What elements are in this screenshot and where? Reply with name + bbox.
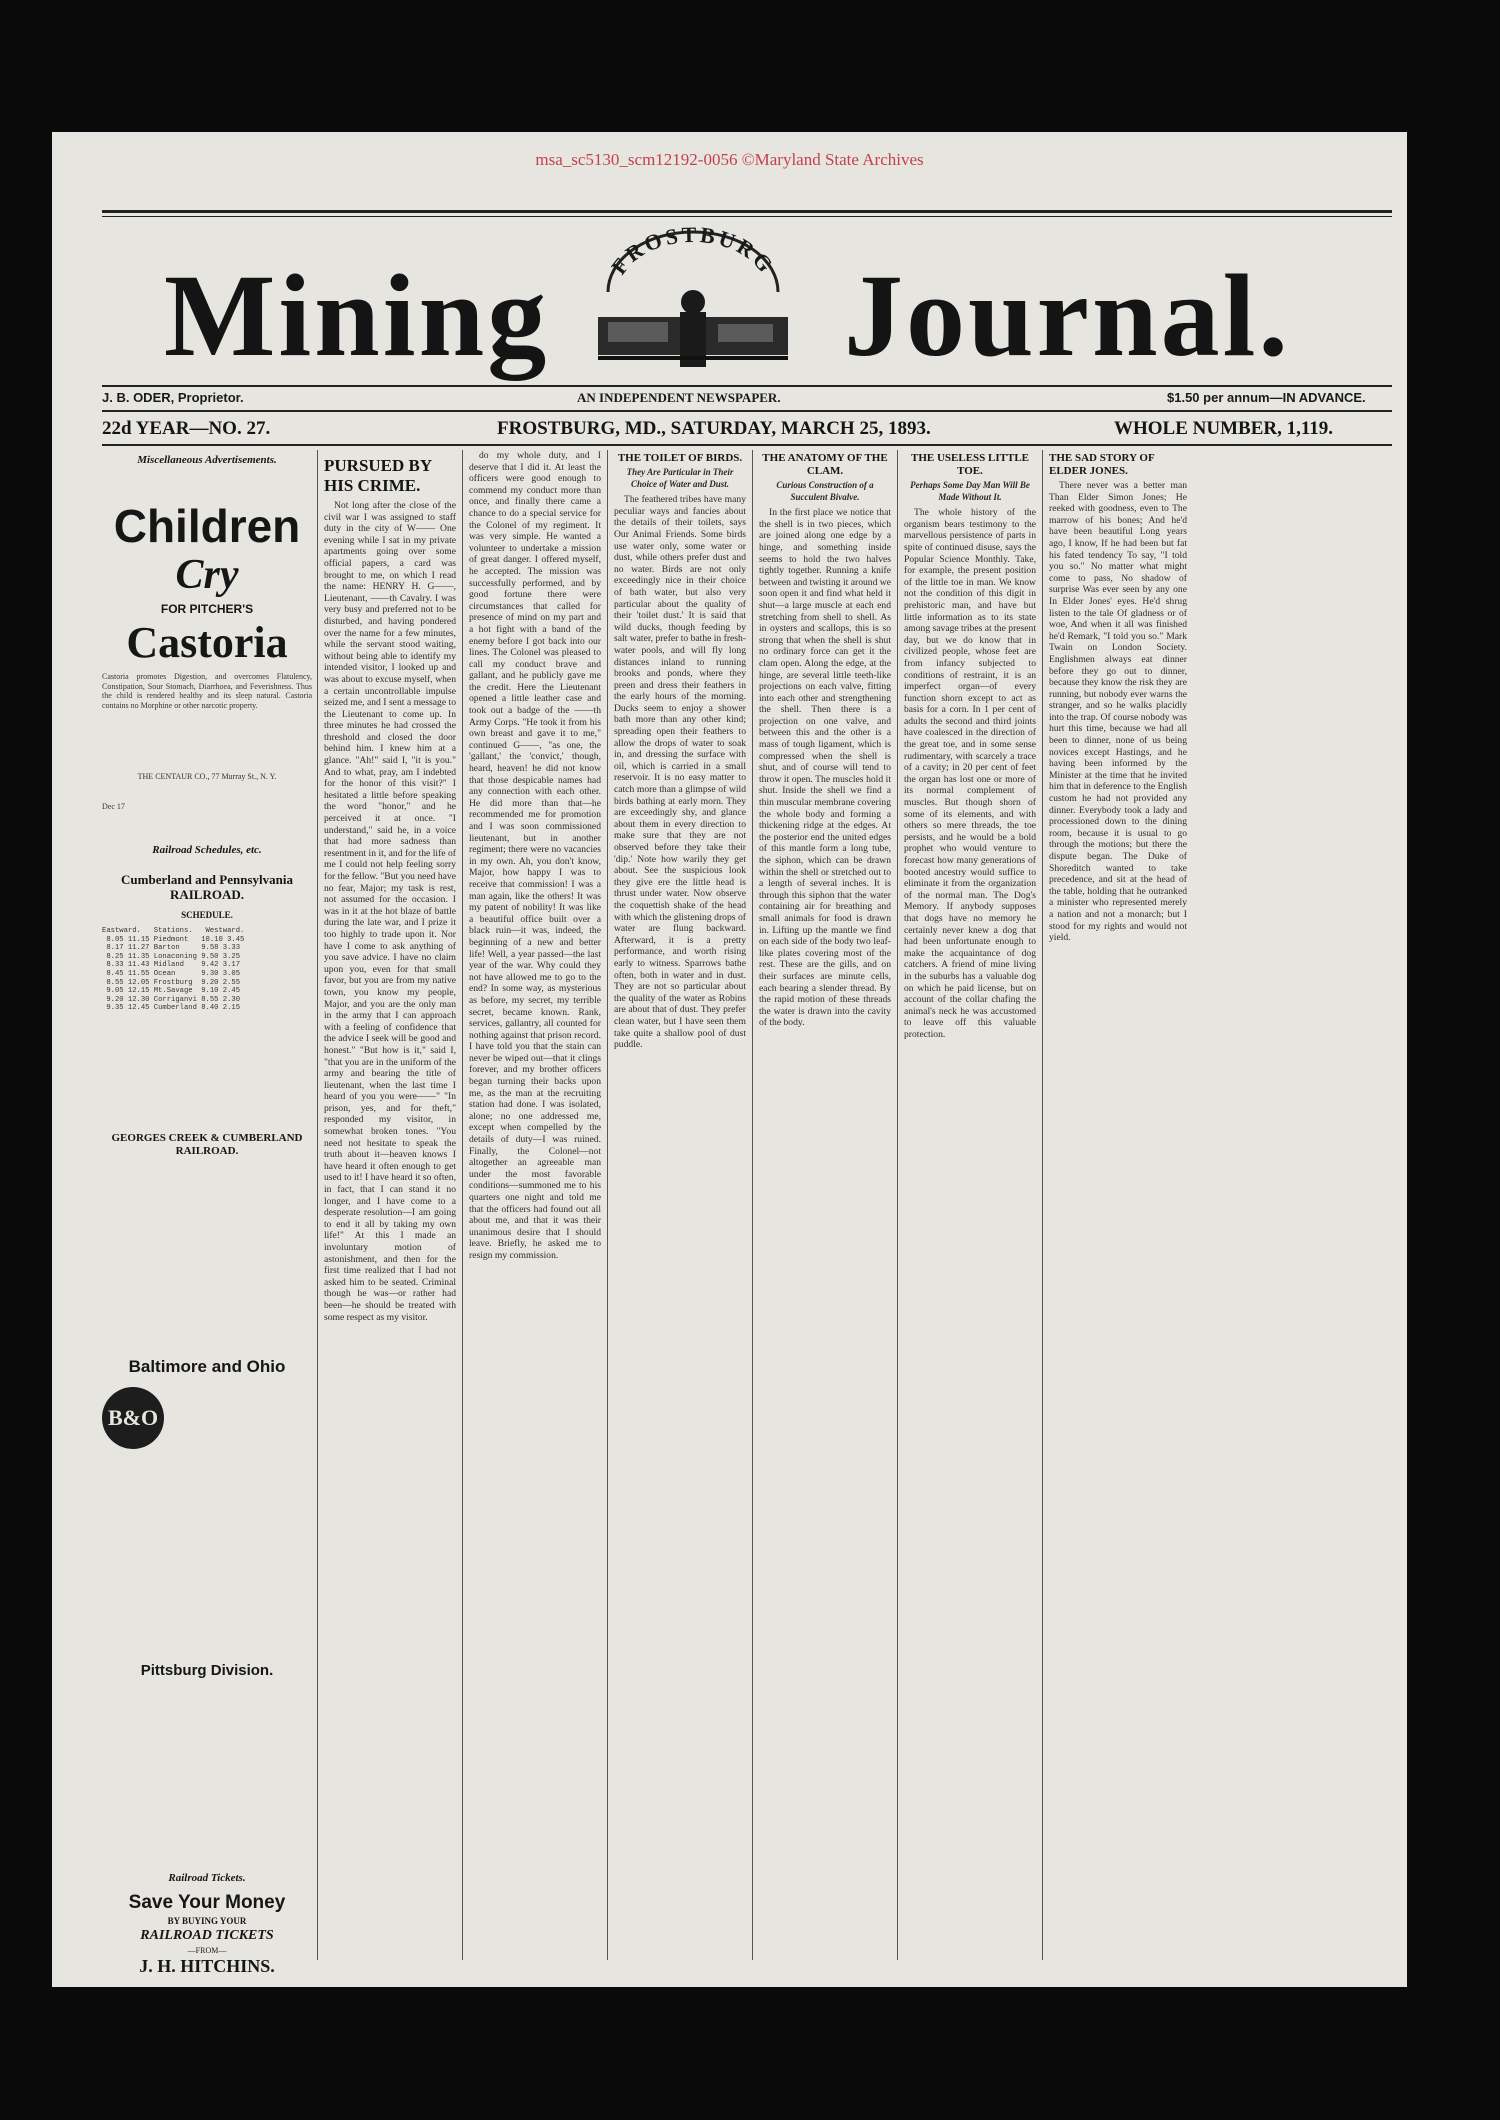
article-body: There never was a better man Than Elder Simon Jones; He reeked with goodness, even to The marrow of his bones; And he'd have been beautiful Long years ago, I know, If he had been but fat his fated tendency To say, "I told you so." No matter what might come to pass, No shadow of surprise Was ever seen by any one In Elder Jones' eyes. He'd shrug listen to the tale Of gladness or of woe, And when it all was finished he'd Remark, "I told you so." Mark Twain on London Society. Englishmen always eat dinner before they go out to dinner, because they know the risk they are running, but nobody ever warns the stranger, and so he walks placidly into the trap. Of course nobody was hurt this time, because we had all been to dinner, none of us being novices except Hastings, and he having been informed by the Minister at the time that he invited him that in deference to the English custom he had not provided any dinner. Everybody took a lady and processioned down to the dining room, because it is usual to go through the motions; but there the dispute began. The Duke of Shoreditch wanted to take precedence, and sit at the head of the table, holding that he outranked a minister who represented merely a nation and not a monarch; but I stood for my rights and would not yield. (1049, 480, 1187, 944)
whole-number: WHOLE NUMBER, 1,119. (1114, 418, 1334, 439)
baltimore-ohio-title: Baltimore and Ohio (128, 1357, 286, 1376)
article-headline: THE ANATOMY OF THE CLAM. (762, 452, 888, 477)
cry-ad-title: Cry (175, 552, 239, 598)
article-column (759, 450, 891, 1965)
article-column (324, 450, 456, 1965)
article-column (469, 450, 601, 1965)
top-rule (102, 210, 1392, 213)
misc-ads-header: Miscellaneous Advertisements. (137, 454, 277, 466)
for-pitchers: FOR PITCHER'S (160, 602, 254, 616)
pittsburg-division: Pittsburg Division. (140, 1662, 274, 1679)
article-subhead: Perhaps Some Day Man Will Be Made Without It. (910, 480, 1030, 502)
article-column (904, 450, 1036, 1965)
masthead-seal-icon (568, 222, 818, 382)
schedule-label: SCHEDULE. (181, 910, 233, 920)
column-divider (897, 450, 898, 1960)
place-date: FROSTBURG, MD., SATURDAY, MARCH 25, 1893. (497, 418, 931, 439)
info-rule (102, 410, 1392, 412)
children-ad-title: Children (113, 500, 301, 552)
article-body: Not long after the close of the civil war I was assigned to staff duty in the city of W—— One evening while I sat in my private apartments going over some official papers, a card was brought to me, on which I read the name: HENRY H. G——, Lieutenant, ——th Cavalry. I was very busy and preferred not to be disturbed, and having pondered over the name for a few minutes, while the servant stood waiting, without being able to identify my intended visitor, I looked up and was about to excuse myself, when a certain uncontrollable impulse seized me, and I sent a message to the Lieutenant to come up. In three minutes he had crossed the threshold and closed the door behind him. I knew him at a glance. "Ah!" said I, "it is you." And to what, pray, am I indebted for the honor of this visit?" I hesitated a little before speaking the word "honor," and he perceived it at once. "I understand," said he, in a voice that had more sadness than resentment in it, and for the life of me I could not help feeling sorry for the fellow. "But you need have no fear, Major; my task is rest, not assumed for the occasion. I was in it at the hot blaze of battle during the late war, and I prize it too highly to trade upon it. Nor have I come to ask anything of you save advice. I have no claim upon you, even for that small favor, but you are from my native town, you know my people, Major, and you are the only man in the army that I can approach with a feeling of confidence that the advice I seek will be good and honest." "But how is it," said I, "that you are in the uniform of the army and bearing the title of lieutenant, when the last time I heard of you you were——" "In prison, yes, and for theft," responded my visitor, in somewhat broken tones. "You need not hesitate to speak the truth about it—heaven knows I have heard it often enough to get used to it! I have heard it so often, in fact, that I can stand it no longer, and I have come to a desperate resolution—I am going to end it all by taking my own life!" At this I made an involuntary motion of astonishment, and then for the first time realized that I had not asked him to be seated. Criminal though he was—or rather had been—he should be treated with some respect as my visitor. (324, 500, 456, 1323)
by-buying: BY BUYING YOUR (167, 1916, 247, 1926)
masthead-word-left: Mining (164, 250, 550, 381)
article-headline: PURSUED BY HIS CRIME. (324, 456, 432, 495)
price: $1.50 per annum—IN ADVANCE. (1167, 390, 1366, 405)
save-money: Save Your Money (128, 1892, 286, 1913)
ad-date: Dec 17 (102, 802, 125, 811)
railroad-header: Railroad Schedules, etc. (152, 844, 262, 856)
article-body: In the first place we notice that the shell is in two pieces, which are joined along one edge by a hinge, and something inside seems to hold the two halves tightly together. Running a knife between and twisting it around we soon open it and find what held it shut—a large muscle at each end stretching from shell to shell. As in oysters and scallops, this is so strong that when the shell is shut no ordinary force can get it the clam open. Along the edge, at the hinge, are several little teeth-like projections on each valve, fitting into each other and strengthening the shell. Then there is a projection on one valve, and between this and the other is a mass of tough ligament, which is compressed when the shell is shut, and of course will tend to throw it open. The muscles hold it shut. Inside the shell we find a thin muscular membrane covering the whole body and forming a thickening ridge at the edges. At the posterior end the united edges of this mantle form a long tube, the siphon, which can be drawn within the shell or stretched out to a length of several inches. It is through this siphon that the water containing air for breathing and small animals for food is drawn in. Lifting up the mantle we find on each side of the body two leaf-like plates covering most of the rest. These are the gills, and on their surfaces are minute cells, each bearing a slender thread. By the rapid motion of these threads the water is drawn into the cavity of the body. (759, 507, 891, 1029)
newspaper-page (52, 132, 1407, 1987)
tagline: AN INDEPENDENT NEWSPAPER. (577, 390, 781, 405)
article-column (1049, 450, 1187, 1965)
column-divider (752, 450, 753, 1960)
column-divider (462, 450, 463, 1960)
cumberland-pa-railroad: Cumberland and Pennsylvania RAILROAD. (121, 872, 293, 902)
svg-text:FROSTBURG (606, 222, 780, 279)
article-column (614, 450, 746, 1965)
hitchins: J. H. HITCHINS. (139, 1956, 275, 1976)
masthead-rule (102, 385, 1392, 387)
article-subhead: Curious Construction of a Succulent Bivalve. (776, 480, 874, 502)
top-rule-thin (102, 216, 1392, 217)
georges-creek-railroad: GEORGES CREEK & CUMBERLAND RAILROAD. (111, 1132, 303, 1157)
proprietor: J. B. ODER, Proprietor. (102, 390, 244, 405)
centaur-address: THE CENTAUR CO., 77 Murray St., N. Y. (137, 772, 277, 781)
castoria-copy: Castoria promotes Digestion, and overcomes Flatulency, Constipation, Sour Stomach, Diarrhoea, and Feverishness. Thus the child is rendered healthy and its sleep natural. Castoria contains no Morphine or other narcotic property. (102, 672, 312, 710)
bo-logo-wrap (102, 1387, 312, 1449)
article-subhead: They Are Particular in Their Choice of Water and Dust. (626, 467, 734, 489)
column-divider (317, 450, 318, 1960)
article-headline: THE USELESS LITTLE TOE. (910, 452, 1029, 477)
masthead-word-right: Journal. (844, 250, 1291, 381)
seal-text: FROSTBURG (606, 222, 780, 280)
article-body: The feathered tribes have many peculiar ways and fancies about the details of their toilets, says Our Animal Friends. Some birds use water only, some water or dust, while others prefer dust and no water. Birds are not only exceedingly nice in their choice of bath water, but also very particular about the quality of their 'toilet dust.' It is said that wild ducks, though feeding by salt water, prefer to bathe in fresh-water pools, and will fly long distances inland to running brooks and ponds, where they preen and dress their feathers in the early hours of the morning. Ducks seem to enjoy a shower bath more than any other kind; spreading open their feathers to allow the drops of water to soak in, and dressing the surface with oil, which is carried in a small reservoir. It is no easy matter to catch more than a glimpse of wild birds bathing at early morn. They are exceedingly shy, and glance about them in every direction to make sure that they are not observed before they take their 'dip.' Note how warily they get about. See the suspicious look they give ere the little head is thrust under water. Now observe the coquettish shake of the head with which the glistening drops of water are flung backward. Afterward, it is a pretty performance, and worth rising early to witness. Sparrows bathe often, both in water and in dust. They are not so particular about the quality of the water as Robins are about that of dust. They prefer clean water, but I have seen them take quite a shallow pool of dust puddle. (614, 494, 746, 1051)
castoria-title: Castoria (126, 618, 288, 667)
article-body: The whole history of the organism bears testimony to the marvellous persistence of parts in spite of continued disuse, says the Popular Science Monthly. Take, for example, the present position of the little toe in man. We know not the condition of this digit in prehistoric man, and have but little information as to its state among savage tribes at the present day, but we do know that in civilized people, whose feet are from infancy subjected to conditions of restraint, it is an imperfect organ—of every function shorn except to act as basis for a corn. In 1 per cent of adults the second and third joints have coalesced in the direction of the great toe, and in some sense rudimentary, with scarcely a trace of a cavity; in 20 per cent of feet the organ has lost one or more of its normal complement of muscles. But though shorn of some of its elements, and with others so mere threads, the toe persists, and he would be a bold prophet who would venture to forecast how many generations of booted ancestry would suffice to eliminate it from the organization of the normal man. The Dog's Memory. If anybody supposes that dogs have no memory he certainly never knew a dog that had been unfortunate enough to make the acquaintance of dog catchers. A friend of mine living in the suburbs has a valuable dog on which he paid license, but on account of the collar chafing the animal's neck he was accustomed to leave off this valuable protection. (904, 507, 1036, 1040)
article-headline: THE TOILET OF BIRDS. (617, 452, 743, 464)
column-divider (607, 450, 608, 1960)
rr-tickets-header: Railroad Tickets. (168, 1872, 246, 1884)
railroad-tickets: RAILROAD TICKETS (140, 1928, 274, 1943)
year-number: 22d YEAR—NO. 27. (102, 418, 271, 439)
column-divider (1042, 450, 1043, 1960)
cp-timetable: Eastward. Stations. Westward. 8.05 11.15 Piedmont 10.10 3.45 8.17 11.27 Barton 9.58 3.33 8.25 11.35 Lonaconing 9.50 3.25 8.33 11.43 Midland 9.42 3.17 8.45 11.55 Ocean 9.30 3.05 8.55 12.05 Frostburg 9.20 2.55 9.05 12.15 Mt.Savage 9.10 2.45 9.20 12.30 Corriganvi 8.55 2.30 9.35 12.45 Cumberland 8.40 2.15 (102, 927, 245, 1013)
bo-logo-icon: B&O (102, 1387, 164, 1449)
article-body: do my whole duty, and I deserve that I did it. At least the officers were good enough to commend my conduct more than once, and finally there came a chance to do a special service for the Colonel of my regiment. It was very simple. He wanted a volunteer to undertake a mission of great danger. I offered myself, he accepted. The mission was successfully performed, and by good fortune there were circumstances that called for presence of mind on my part and a hot fight with a band of the enemy before I got back into our lines. The Colonel was pleased to call my conduct brave and gallant, and he publicly gave me the credit. Here the Lieutenant opened a little leather case and took out a badge of the ——th Army Corps. "He took it from his own breast and gave it to me," continued G——, "as one, the 'gallant,' the 'convict,' though, heard, heaven! he did not know that those despicable names had any connection with each other. He did more than that—he recommended me for promotion and I was soon commissioned lieutenant, but in another regiment; there were no vacancies in my own. Ah, you don't know, Major, how happy I was to receive that commission! I was a man again, like the others! It was my patent of nobility! It was like a beautiful office built over a black ruin—it was, indeed, the beginning of a new and better life! Well, a year passed—the last year of the war. Why could they not have allowed me to go to the end? In some way, as mysterious as before, my secret, my terrible secret, became known. Rank, services, gallantry, all counted for nothing against that prison record. I have told you that the stain can never be wiped out—that it clings forever, and my brother officers began turning their backs upon me, as the man at the recruiting station had done. I was isolated, alone; no one addressed me, except when compelled by the details of duty—I was ruined. Finally, the Colonel—not altogether an agreeable man under the most favorable conditions—summoned me to his quarters one night and told me that the officers had found out all about me, and that it was their unanimous desire that I should leave. Briefly, he asked me to resign my commission. (469, 450, 601, 1261)
from-label: —FROM— (187, 1946, 227, 1955)
article-headline: THE SAD STORY OF ELDER JONES. (1049, 452, 1155, 477)
archive-watermark: msa_sc5130_scm12192-0056 ©Maryland State Archives (535, 150, 924, 169)
dateline-rule (102, 444, 1392, 446)
